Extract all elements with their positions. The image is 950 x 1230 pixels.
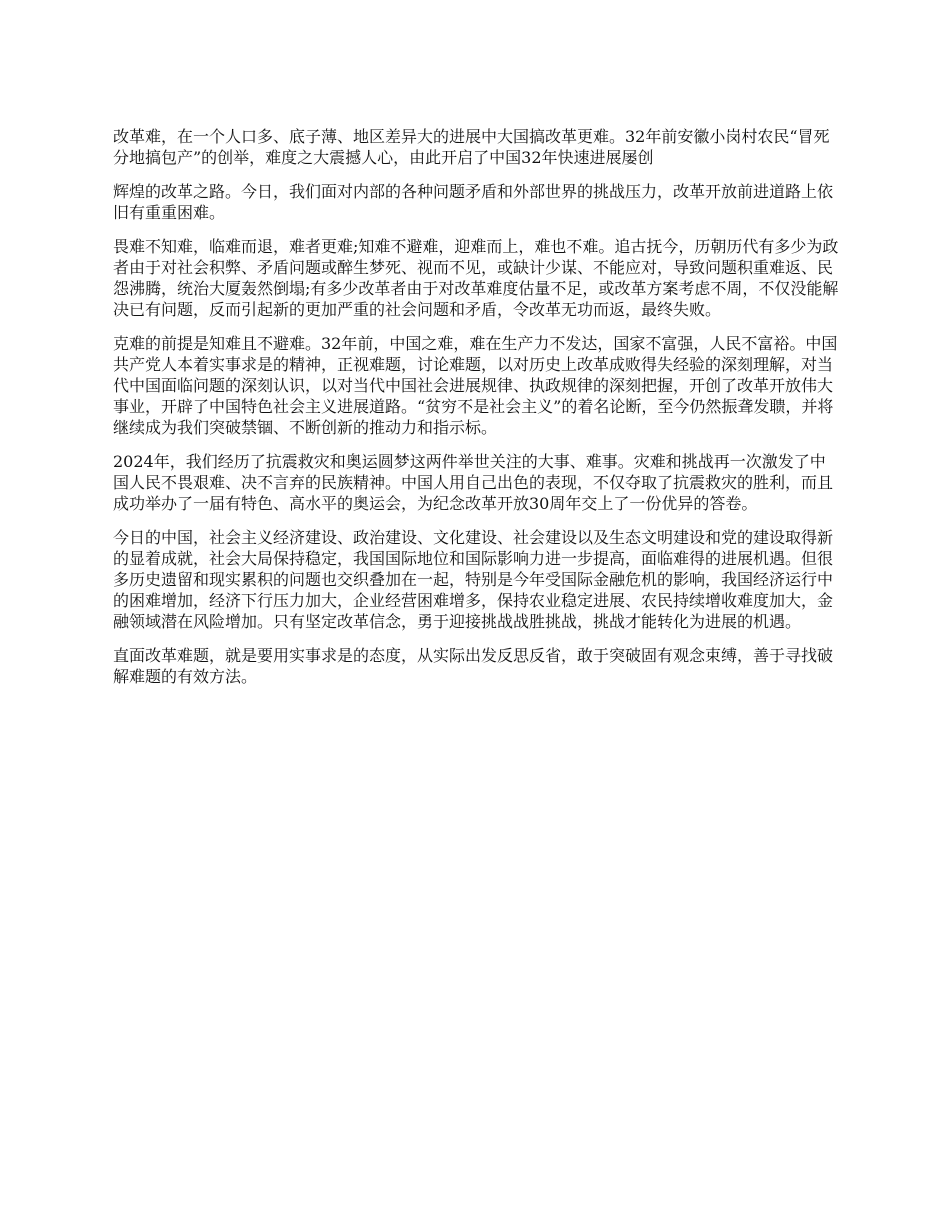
document-body <box>113 126 839 700</box>
paragraph-4: 克难的前提是知难且不避难。32年前，中国之难，难在生产力不发达，国家不富强，人民不富裕。中国共产党人本着实事求是的精神，正视难题，讨论难题，以对历史上改革成败得失经验的深刻理解，对当代中国面临问题的深刻认识，以对当代中国社会进展规律、执政规律的深刻把握，开创了改革开放伟大事业，开辟了中国特色社会主义进展道路。“贫穷不是社会主义”的着名论断，至今仍然振聋发聩，并将继续成为我们突破禁锢、不断创新的推动力和指示标。 <box>113 334 838 437</box>
paragraph-5: 2024年，我们经历了抗震救灾和奥运圆梦这两件举世关注的大事、难事。灾难和挑战再一次激发了中国人民不畏艰难、决不言弃的民族精神。中国人用自己出色的表现，不仅夺取了抗震救灾的胜利，而且成功举办了一届有特色、高水平的奥运会，为纪念改革开放30周年交上了一份优异的答卷。 <box>113 452 834 513</box>
paragraph-1: 改革难，在一个人口多、底子薄、地区差异大的进展中大国搞改革更难。32年前安徽小岗村农民“冒死分地搞包产”的创举，难度之大震撼人心，由此开启了中国32年快速进展屡创 <box>113 127 830 167</box>
paragraph-3: 畏难不知难，临难而退，难者更难;知难不避难，迎难而上，难也不难。追古抚今，历朝历代有多少为政者由于对社会积弊、矛盾问题或醉生梦死、视而不见，或缺计少谋、不能应对，导致问题积重难返、民怨沸腾，统治大厦轰然倒塌;有多少改革者由于对改革难度估量不足，或改革方案考虑不周，不仅没能解决已有问题，反而引起新的更加严重的社会问题和矛盾，令改革无功而返，最终失败。 <box>113 237 839 319</box>
paragraph-7: 直面改革难题，就是要用实事求是的态度，从实际出发反思反省，敢于突破固有观念束缚，善于寻找破解难题的有效方法。 <box>113 646 834 686</box>
paragraph-2: 辉煌的改革之路。今日，我们面对内部的各种问题矛盾和外部世界的挑战压力，改革开放前进道路上依旧有重重困难。 <box>113 182 834 222</box>
paragraph-6: 今日的中国，社会主义经济建设、政治建设、文化建设、社会建设以及生态文明建设和党的建设取得新的显着成就，社会大局保持稳定，我国国际地位和国际影响力进一步提高，面临难得的进展机遇。但很多历史遗留和现实累积的问题也交织叠加在一起，特别是今年受国际金融危机的影响，我国经济运行中的困难增加，经济下行压力加大，企业经营困难增多，保持农业稳定进展、农民持续增收难度加大，金融领域潜在风险增加。只有坚定改革信念，勇于迎接挑战战胜挑战，挑战才能转化为进展的机遇。 <box>113 528 834 631</box>
